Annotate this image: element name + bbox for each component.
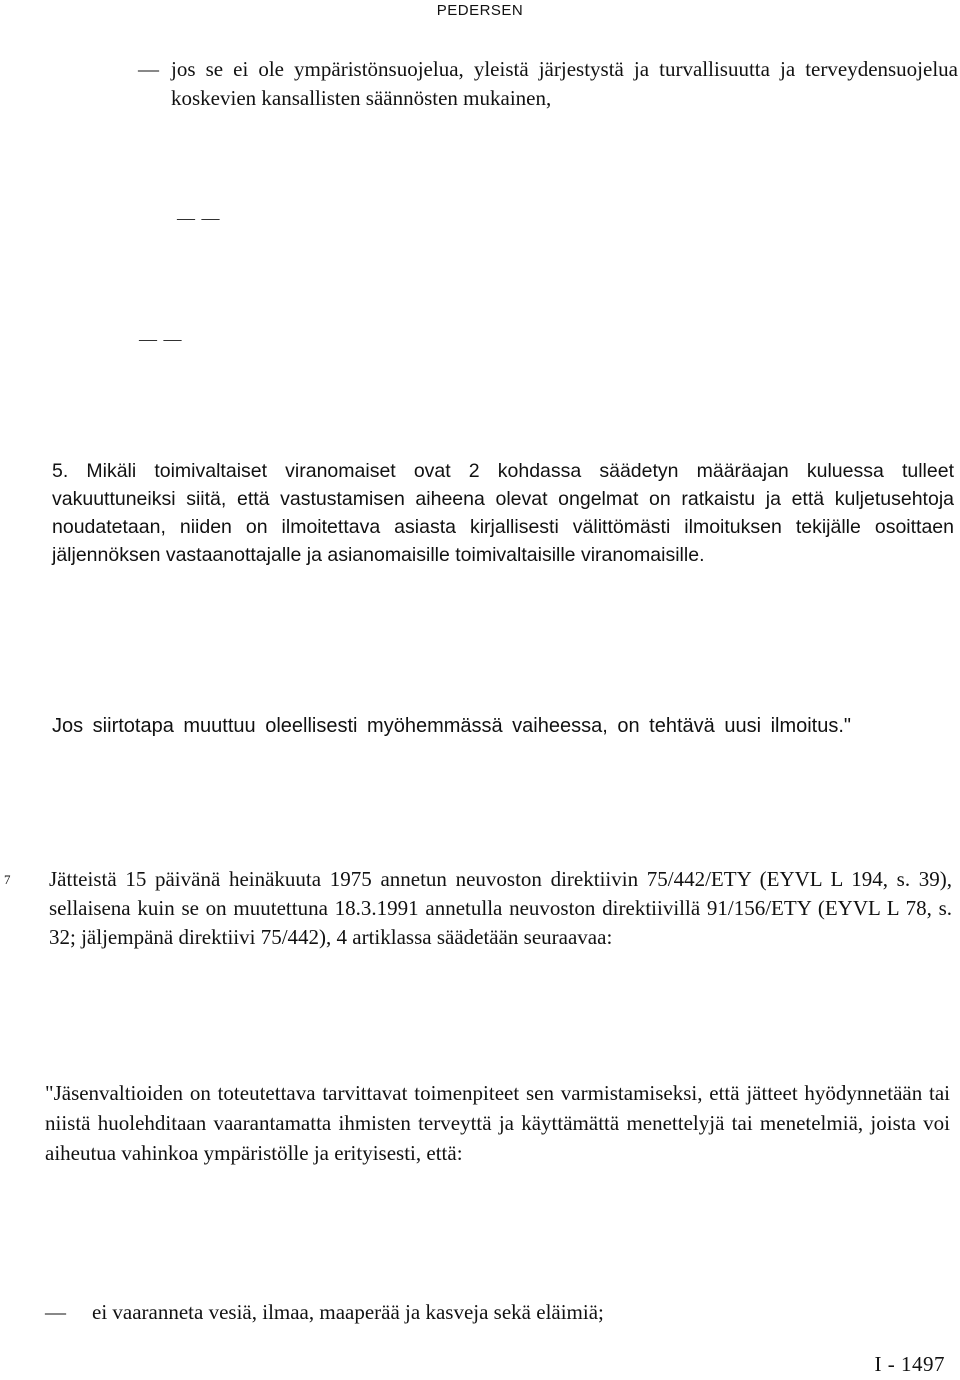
list-item [138, 55, 958, 113]
page-number: I - 1497 [874, 1352, 945, 1376]
list-item [45, 1298, 950, 1327]
list-dash: — [45, 1300, 66, 1324]
list-item-text: ei vaaranneta vesiä, ilmaa, maaperää ja kasveja sekä eläimiä; [92, 1300, 604, 1324]
paragraph-waste-directive: Jätteistä 15 päivänä heinäkuuta 1975 annetun neuvoston direktiivin 75/442/ETY (EYVL L 194, s. 39), sellaisena kuin se on muutettuna 18.3.1991 annetulla neuvoston direktiivillä 91/156/ETY (EYVL L 78, s. 32; jäljempänä direktiivi 75/442), 4 artiklassa säädetään seuraavaa: [49, 867, 952, 949]
paragraph-quotation: "Jäsenvaltioiden on toteutettava tarvittavat toimenpiteet sen varmistamiseksi, että jätteet hyödynnetään tai niistä huolehditaan vaarantamatta ihmisten terveyttä ja käyttämättä menettelyjä tai menetelmiä, joista voi aiheutua vahinkoa ympäristölle ja erityisesti, että: [45, 1081, 950, 1165]
paragraph-5: 5. Mikäli toimivaltaiset viranomaiset ovat 2 kohdassa säädetyn määräajan kuluessa tulleet vakuuttuneiksi siitä, että vastustamisen aiheena olevat ongelmat on ratkaistu ja että kuljetusehtoja noudatetaan, niiden on ilmoitettava asiasta kirjallisesti välittömästi ilmoituksen tekijälle osoittaen jäljennöksen vastaanottajalle ja asianomaisille toimivaltaisille viranomaisille. [52, 460, 954, 566]
paragraph-new-notification: Jos siirtotapa muuttuu oleellisesti myöhemmässä vaiheessa, on tehtävä uusi ilmoitus." [52, 715, 852, 737]
list-item-text: jos se ei ole ympäristönsuojelua, yleistä järjestystä ja turvallisuutta ja terveydensuojelua koskevien kansallisten säännösten mukainen, [171, 57, 958, 110]
running-head: PEDERSEN [436, 2, 524, 19]
omission-mark: — — [177, 208, 221, 228]
list-dash: — [138, 57, 159, 81]
omission-mark: — — [139, 329, 183, 349]
paragraph-number: 7 [4, 872, 11, 887]
